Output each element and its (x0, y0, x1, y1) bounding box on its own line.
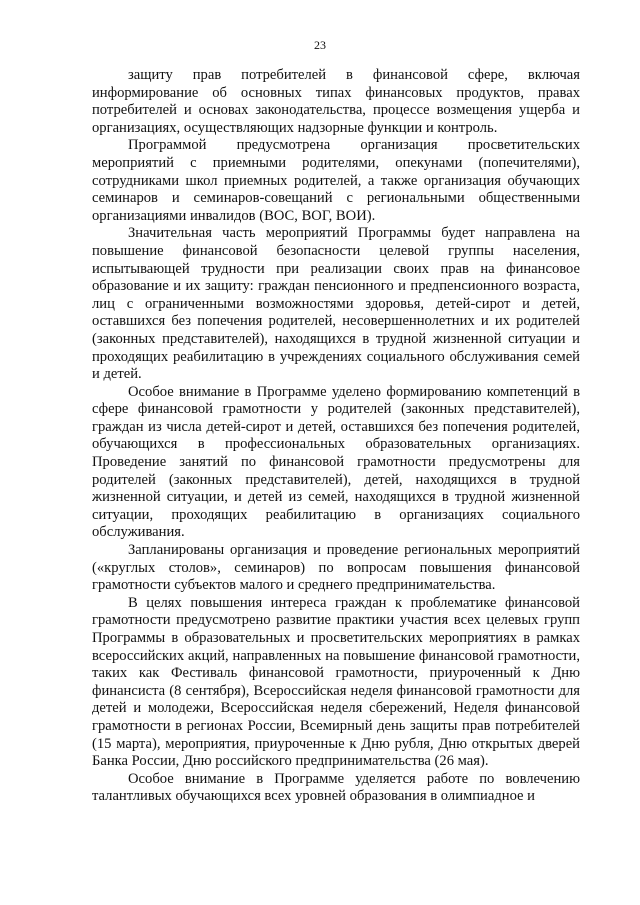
paragraph-all-russian-actions: В целях повышения интереса граждан к проблематике финансовой грамотности предусмотрено развитие практики участия всех целевых групп Программы в образовательных и просветительских мероприятиях в рамках всероссийских акций, направленных на повышение финансовой грамотности, таких как Фестиваль финансовой грамотности, приуроченный к Дню финансиста (8 сентября), Всероссийская неделя финансовой грамотности для детей и молодежи, Всероссийская неделя сбережений, Неделя финансовой грамотности в регионах России, Всемирный день защиты прав потребителей (15 марта), мероприятия, приуроченные к Дню рубля, Дню открытых дверей Банка России, Дню российского предпринимательства (26 мая). (92, 594, 580, 770)
document-body (92, 67, 580, 806)
paragraph-foster-parents: Программой предусмотрена организация просветительских мероприятий с приемными родителями, опекунами (попечителями), сотрудниками школ приемных родителей, а также организация обучающих семинаров и семинаров-совещаний с региональными общественными организациями инвалидов (ВОС, ВОГ, ВОИ). (92, 137, 580, 224)
page-number: 23 (314, 38, 326, 52)
paragraph-parents-competencies: Особое внимание в Программе уделено формированию компетенций в сфере финансовой грамотности у родителей (законных представителей), граждан из числа детей-сирот и детей, оставшихся без попечения родителей, обучающихся в профессиональных образовательных организациях. Проведение занятий по финансовой грамотности предусмотрены для родителей (законных представителей), детей, находящихся в трудной жизненной ситуации, и детей из семей, находящихся в трудной жизненной ситуации, проходящих реабилитацию в организациях социального обслуживания. (92, 383, 580, 541)
paragraph-small-business: Запланированы организация и проведение региональных мероприятий («круглых столов», семинаров) по вопросам повышения финансовой грамотности субъектов малого и среднего предпринимательства. (92, 542, 580, 594)
paragraph-talented-students: Особое внимание в Программе уделяется работе по вовлечению талантливых обучающихся всех уровней образования в олимпиадное и (92, 770, 580, 805)
paragraph-target-groups: Значительная часть мероприятий Программы будет направлена на повышение финансовой безопасности целевой группы населения, испытывающей трудности при реализации своих прав на финансовое образование и их защиту: граждан пенсионного и предпенсионного возраста, лиц с ограниченными возможностями здоровья, детей-сирот и детей, оставшихся без попечения родителей, несовершеннолетних и их родителей (законных представителей), находящихся в трудной жизненной ситуации и проходящих реабилитацию в учреждениях социального обслуживания семей и детей. (92, 225, 580, 383)
paragraph-consumer-protection: защиту прав потребителей в финансовой сфере, включая информирование об основных типах финансовых продуктов, правах потребителей и основах законодательства, процессе возмещения ущерба и организациях, осуществляющих надзорные функции и контроль. (92, 67, 580, 136)
